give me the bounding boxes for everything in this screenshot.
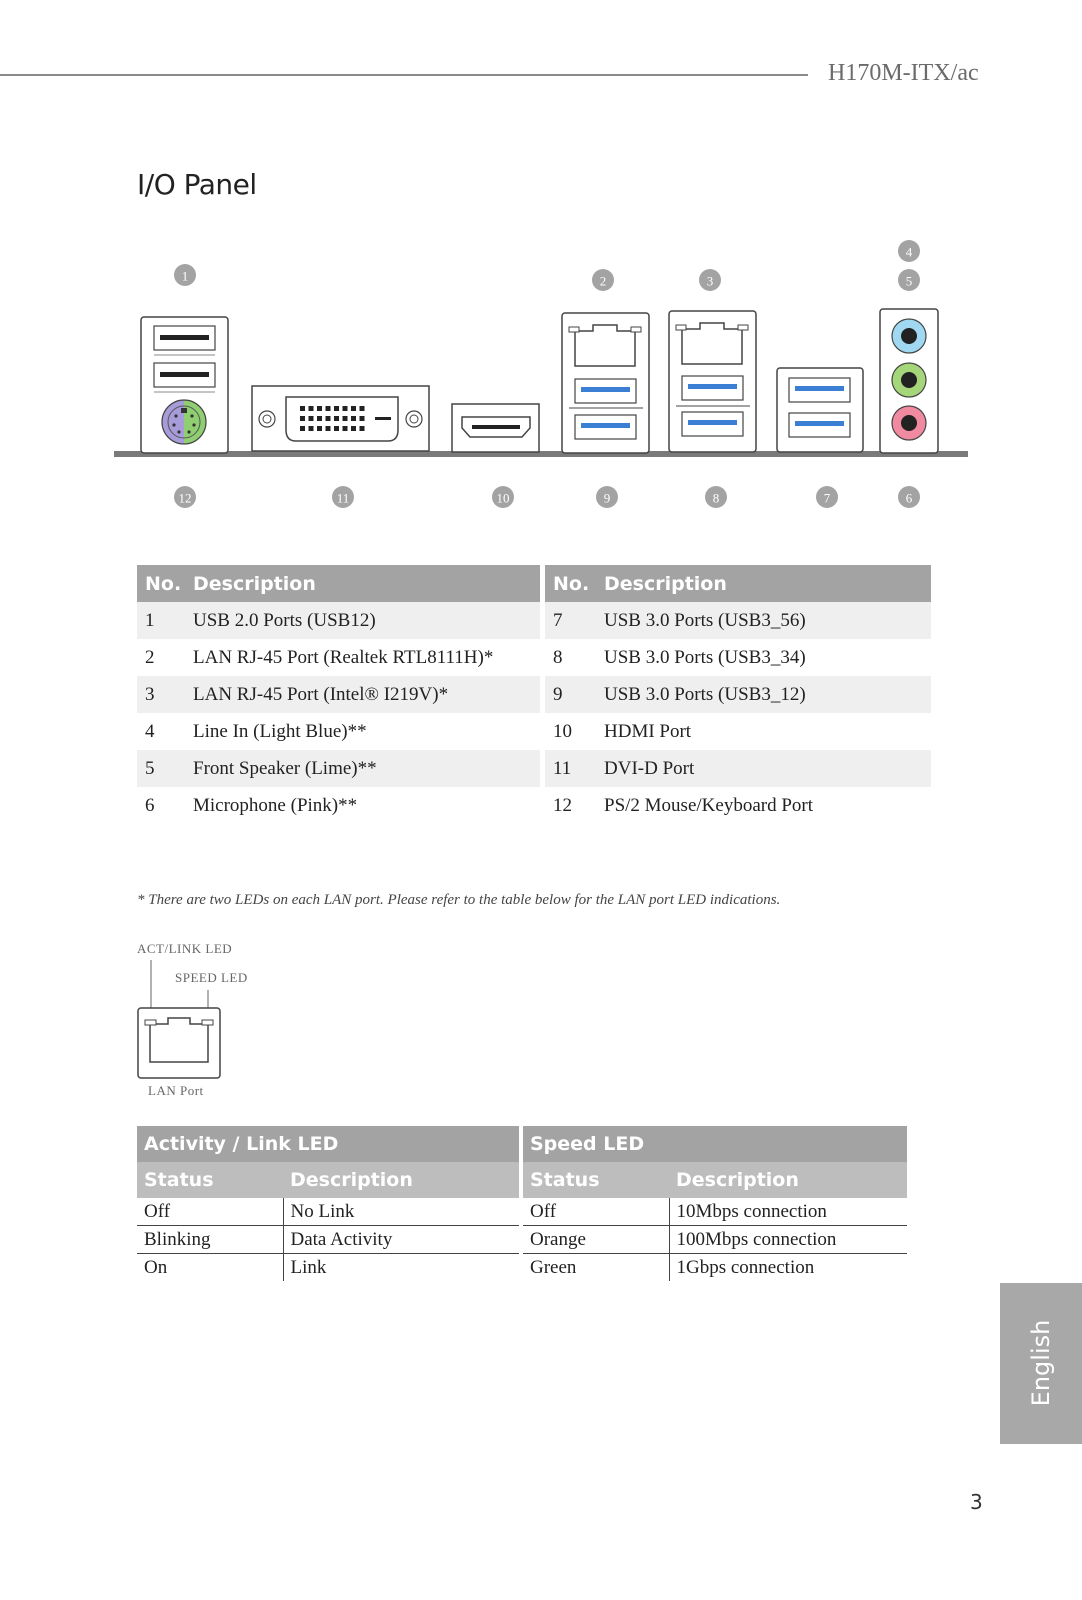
io-desc-a: LAN RJ-45 Port (Intel® I219V)* (185, 676, 540, 713)
led-status: Green (530, 1256, 577, 1278)
speed-status-header: Status (523, 1162, 669, 1198)
svg-text:5: 5 (905, 273, 913, 289)
io-desc-a: Microphone (Pink)** (193, 794, 358, 816)
io-desc-b: HDMI Port (604, 720, 692, 742)
svg-text:2: 2 (599, 273, 607, 289)
header-rule (0, 74, 808, 76)
callout-5 (898, 269, 920, 291)
page-title: I/O Panel (137, 168, 257, 201)
io-desc-a: Front Speaker (Lime)** (185, 750, 540, 787)
io-table-row (137, 713, 931, 750)
io-table-header (137, 565, 931, 602)
svg-text:8: 8 (712, 490, 720, 506)
io-no-a: 2 (145, 646, 155, 668)
callout-3 (699, 269, 721, 291)
io-desc-b: DVI-D Port (596, 750, 931, 787)
callout-11 (332, 486, 354, 508)
callout-8 (705, 486, 727, 508)
usb2-ps2-port (141, 317, 228, 453)
io-col-no: No. (137, 565, 185, 602)
io-no-b: 7 (545, 602, 596, 639)
svg-text:9: 9 (603, 490, 611, 506)
io-no-b: 9 (545, 676, 596, 713)
activity-status-header: Status (137, 1162, 283, 1198)
svg-text:11: 11 (336, 490, 350, 506)
led-status: Off (523, 1198, 669, 1226)
lan-footnote: * There are two LEDs on each LAN port. Please refer to the table below for the LAN port LED indications. (137, 892, 781, 908)
io-desc-b: PS/2 Mouse/Keyboard Port (604, 794, 813, 816)
callout-10 (492, 486, 514, 508)
io-no-b: 12 (553, 794, 572, 816)
lan-usb3-port-intel (669, 311, 756, 452)
callout-12 (174, 486, 196, 508)
io-panel-diagram (0, 240, 1082, 530)
led-status: Orange (523, 1226, 669, 1254)
io-no-a: 1 (137, 602, 185, 639)
svg-text:6: 6 (905, 490, 913, 506)
io-desc-a: LAN RJ-45 Port (Realtek RTL8111H)* (193, 646, 494, 668)
io-no-a: 3 (137, 676, 185, 713)
io-desc-b: USB 3.0 Ports (USB3_12) (596, 676, 931, 713)
activity-led-row (137, 1254, 519, 1282)
led-description: Link (283, 1254, 519, 1282)
speed-desc-header: Description (669, 1162, 907, 1198)
speed-led-table (523, 1126, 907, 1281)
io-col-description: Description (185, 565, 540, 602)
io-table-row (137, 602, 931, 639)
audio-jacks (880, 309, 938, 453)
lan-port-label: LAN Port (148, 1083, 204, 1098)
callout-1 (174, 264, 196, 286)
language-tab (1000, 1283, 1082, 1444)
io-table-row (137, 639, 931, 676)
svg-text:3: 3 (706, 273, 714, 289)
dvi-port (252, 386, 429, 451)
led-description: No Link (283, 1198, 519, 1226)
activity-led-row (137, 1226, 519, 1254)
led-description: Data Activity (283, 1226, 519, 1254)
speed-led-label: SPEED LED (175, 970, 248, 985)
io-no-b: 11 (545, 750, 596, 787)
callout-2 (592, 269, 614, 291)
io-desc-a: Line In (Light Blue)** (193, 720, 367, 742)
io-col-description: Description (596, 565, 931, 602)
led-status: Off (137, 1198, 283, 1226)
led-status: On (144, 1256, 168, 1278)
activity-led-row (137, 1198, 519, 1226)
led-status: Blinking (137, 1226, 283, 1254)
language-tab-label: English (1027, 1319, 1055, 1407)
io-no-a: 4 (145, 720, 155, 742)
svg-text:12: 12 (178, 490, 192, 506)
io-col-no: No. (545, 565, 596, 602)
speed-led-row (523, 1226, 907, 1254)
io-desc-a: USB 2.0 Ports (USB12) (185, 602, 540, 639)
io-no-a: 6 (145, 794, 155, 816)
page-number: 3 (970, 1490, 983, 1514)
io-port-table (137, 565, 931, 824)
io-no-a: 5 (137, 750, 185, 787)
io-no-b: 8 (553, 646, 563, 668)
callout-7 (816, 486, 838, 508)
svg-text:7: 7 (823, 490, 831, 506)
callout-6 (898, 486, 920, 508)
io-table-row (137, 750, 931, 787)
activity-link-led-table (137, 1126, 519, 1281)
io-table-row (137, 676, 931, 713)
io-desc-b: USB 3.0 Ports (USB3_34) (604, 646, 806, 668)
speed-led-title: Speed LED (523, 1126, 907, 1162)
activity-led-title: Activity / Link LED (137, 1126, 519, 1162)
svg-text:10: 10 (496, 490, 510, 506)
speed-led-row (523, 1254, 907, 1282)
io-table-row (137, 787, 931, 824)
svg-text:4: 4 (905, 244, 913, 260)
io-no-b: 10 (553, 720, 572, 742)
led-description: 1Gbps connection (669, 1254, 907, 1282)
callout-4 (898, 240, 920, 262)
led-description: 100Mbps connection (669, 1226, 907, 1254)
act-link-led-label: ACT/LINK LED (137, 941, 233, 956)
usb3-port-pair (777, 368, 863, 452)
speed-led-row (523, 1198, 907, 1226)
lan-led-diagram (130, 935, 290, 1100)
activity-desc-header: Description (283, 1162, 519, 1198)
model-name: H170M-ITX/ac (828, 60, 979, 86)
hdmi-port (452, 404, 539, 452)
io-desc-b: USB 3.0 Ports (USB3_56) (596, 602, 931, 639)
lan-usb3-port-realtek (562, 313, 649, 453)
svg-text:1: 1 (181, 268, 189, 284)
led-description: 10Mbps connection (669, 1198, 907, 1226)
callout-9 (596, 486, 618, 508)
